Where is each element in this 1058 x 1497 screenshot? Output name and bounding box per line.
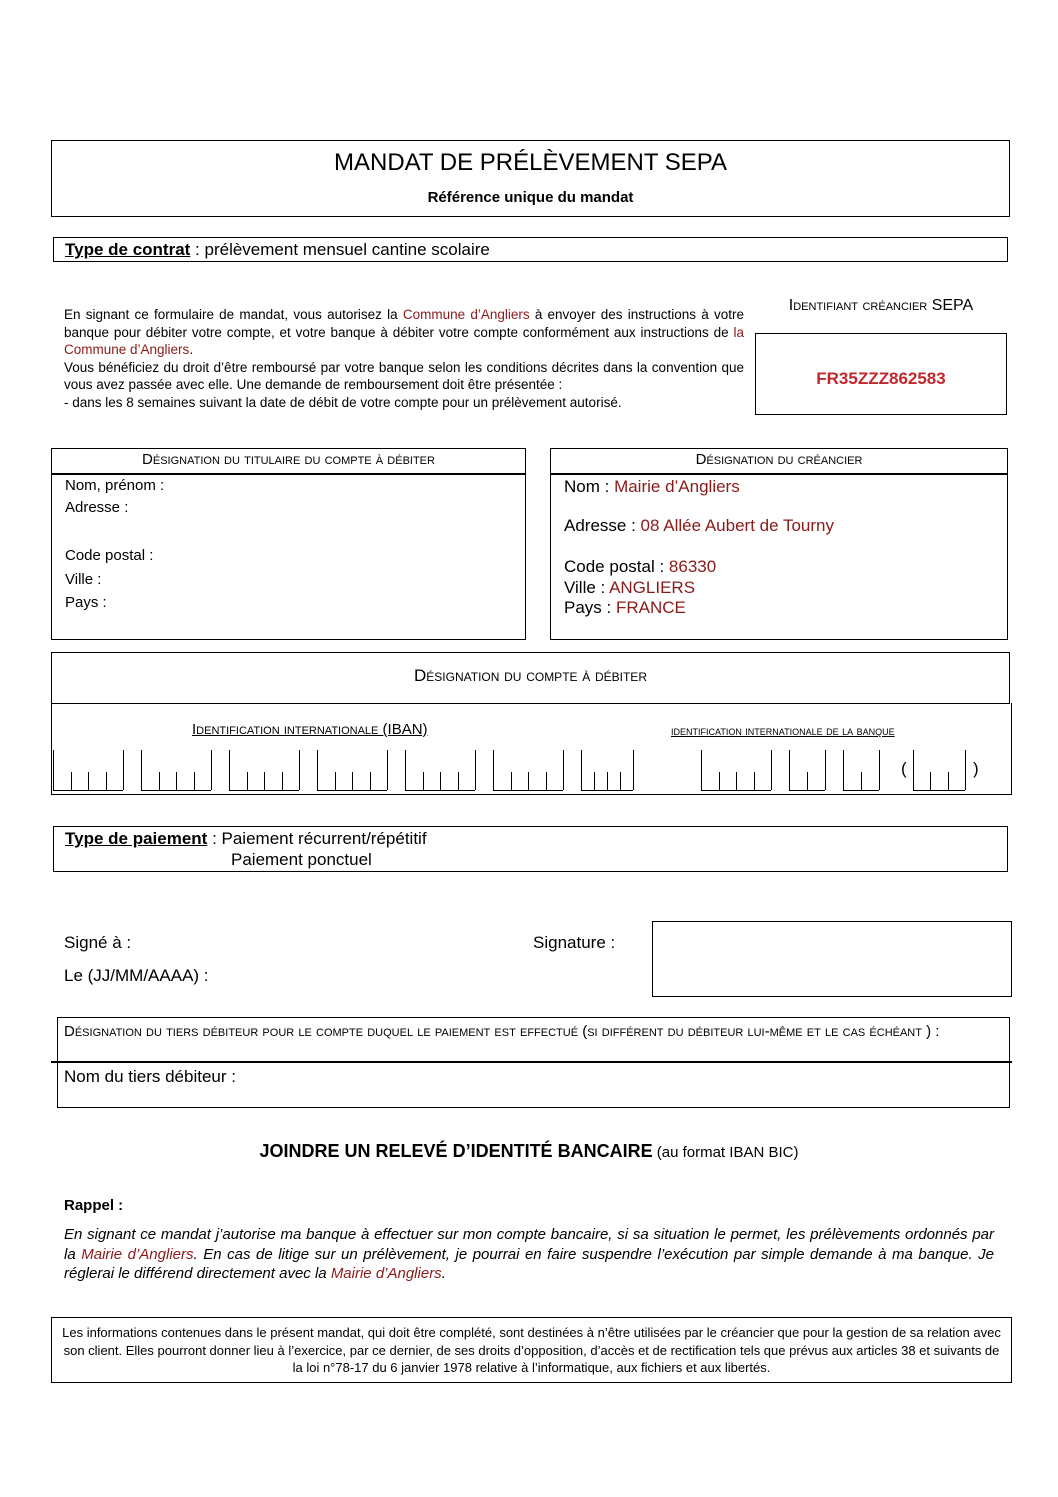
signature-box[interactable] bbox=[652, 921, 1012, 997]
account-title-box bbox=[51, 652, 1010, 704]
date-field[interactable]: Le (JJ/MM/AAAA) : bbox=[64, 966, 209, 985]
refund-rights-text: Vous bénéficiez du droit d’être remboursé par votre banque selon les conditions décrites dans la convention que vous avez passée avec elle. Une demande de remboursement doit être présentée : bbox=[64, 359, 744, 392]
creditor-postal-value: 86330 bbox=[668, 557, 717, 576]
creditor-country-value: FRANCE bbox=[615, 598, 686, 617]
bic-paren-close: ) bbox=[973, 759, 979, 778]
page-title: MANDAT DE PRÉLÈVEMENT SEPA bbox=[334, 149, 727, 176]
creditor-title-divider bbox=[551, 473, 1007, 475]
refund-delay-text: - dans les 8 semaines suivant la date de débit de votre compte pour un prélèvement autorisé. bbox=[64, 394, 622, 410]
signature-label: Signature : bbox=[533, 933, 616, 952]
iban-label: Identification internationale (IBAN) bbox=[192, 721, 428, 738]
creditor-city-value: ANGLIERS bbox=[609, 578, 696, 597]
creditor-city-line: Ville : ANGLIERS bbox=[564, 578, 696, 597]
mandate-reference-label: Référence unique du mandat bbox=[427, 189, 634, 206]
debtor-postal-field[interactable]: Code postal : bbox=[65, 547, 154, 564]
creditor-address-line: Adresse : 08 Allée Aubert de Tourny bbox=[564, 516, 834, 535]
payment-type-label: Type de paiement bbox=[65, 829, 208, 848]
creditor-identifier-value: FR35ZZZ862583 bbox=[816, 369, 946, 388]
creditor-name-line: Nom : Mairie d’Angliers bbox=[564, 477, 740, 496]
account-section-title: Désignation du compte à débiter bbox=[414, 666, 647, 685]
creditor-name-value: Mairie d’Angliers bbox=[614, 477, 740, 496]
debtor-country-field[interactable]: Pays : bbox=[65, 594, 107, 611]
rib-instruction-main: JOINDRE UN RELEVÉ D’IDENTITÉ BANCAIRE bbox=[259, 1141, 653, 1161]
creditor-identifier-box bbox=[755, 333, 1007, 415]
debtor-name-field[interactable]: Nom, prénom : bbox=[65, 477, 165, 494]
contract-type-value: : prélèvement mensuel cantine scolaire bbox=[190, 240, 490, 259]
debtor-city-field[interactable]: Ville : bbox=[65, 571, 102, 588]
creditor-address-value: 08 Allée Aubert de Tourny bbox=[640, 516, 834, 535]
creditor-country-line: Pays : FRANCE bbox=[564, 598, 686, 617]
payment-one-off-option[interactable]: Paiement ponctuel bbox=[231, 850, 372, 869]
creditor-name-inline: Commune d’Angliers bbox=[402, 307, 530, 322]
rib-format-note: (au format IBAN BIC) bbox=[652, 1144, 799, 1161]
creditor-box bbox=[550, 448, 1008, 640]
reminder-title: Rappel : bbox=[64, 1197, 124, 1214]
account-fields-area bbox=[51, 703, 1012, 795]
creditor-section-title: Désignation du créancier bbox=[695, 451, 863, 468]
legal-notice-text: Les informations contenues dans le présent mandat, qui doit être complété, sont destinées à n’être utilisées par le créancier que pour la gestion de sa relation avec son client. Elles pourront donner lieu à l’exercice, par ce dernier, de ses droits d’opposition, d’accès et de rectification tels que prévus aux articles 38 et suivants de la loi n°78-17 du 6 janvier 1978 relative à l’informatique, aux fichiers et aux libertés. bbox=[62, 1325, 1001, 1375]
bic-input[interactable] bbox=[692, 747, 992, 793]
rib-instruction bbox=[0, 1141, 1058, 1162]
bic-label: identification internationale de la banque bbox=[671, 724, 895, 738]
reminder-text: En signant ce mandat j’autorise ma banque à effectuer sur mon compte bancaire, si sa situation le permet, les prélèvements ordonnés par la Mairie d’Angliers. En cas de litige sur un prélèvement, je pourrai en faire suspendre l’exécution par simple demande à ma banque. Je réglerai le différend directement avec la Mairie d’Angliers. bbox=[64, 1226, 995, 1282]
contract-type-label: Type de contrat bbox=[65, 240, 191, 259]
debtor-title-divider bbox=[52, 473, 525, 475]
intro-paragraph: En signant ce formulaire de mandat, vous autorisez la Commune d’Angliers à envoyer des instructions à votre banque pour débiter votre compte, et votre banque à débiter votre compte conformément aux instructions de la Commune d’Angliers. Vous bénéficiez du droit d’être remboursé par votre banque selon les conditions décrites dans la convention que vous avez passée avec elle. Une demande de remboursement doit être présentée : - dans les 8 semaines suivant la date de débit de votre compte pour un prélèvement autorisé. bbox=[64, 307, 744, 410]
debtor-section-title: Désignation du titulaire du compte à débiter bbox=[142, 451, 435, 468]
creditor-postal-line: Code postal : 86330 bbox=[564, 557, 717, 576]
contract-type-box bbox=[53, 237, 1008, 262]
debtor-address-field[interactable]: Adresse : bbox=[65, 499, 129, 516]
creditor-identifier-label: Identifiant créancier SEPA bbox=[788, 297, 974, 314]
bic-paren-open: ( bbox=[901, 759, 907, 778]
third-party-title: Désignation du tiers débiteur pour le compte duquel le paiement est effectué (si différent du débiteur lui-même et le cas échéant ) : bbox=[64, 1023, 940, 1040]
third-party-divider bbox=[51, 1061, 1012, 1063]
legal-notice-box bbox=[51, 1317, 1012, 1383]
payment-type-box bbox=[53, 826, 1008, 872]
signed-at-field[interactable]: Signé à : bbox=[64, 933, 132, 952]
debtor-box bbox=[51, 448, 526, 640]
third-party-box bbox=[57, 1017, 1010, 1108]
payment-recurring-option[interactable]: : Paiement récurrent/répétitif bbox=[207, 829, 427, 848]
third-party-name-field[interactable]: Nom du tiers débiteur : bbox=[64, 1067, 236, 1086]
header-box bbox=[51, 140, 1010, 217]
